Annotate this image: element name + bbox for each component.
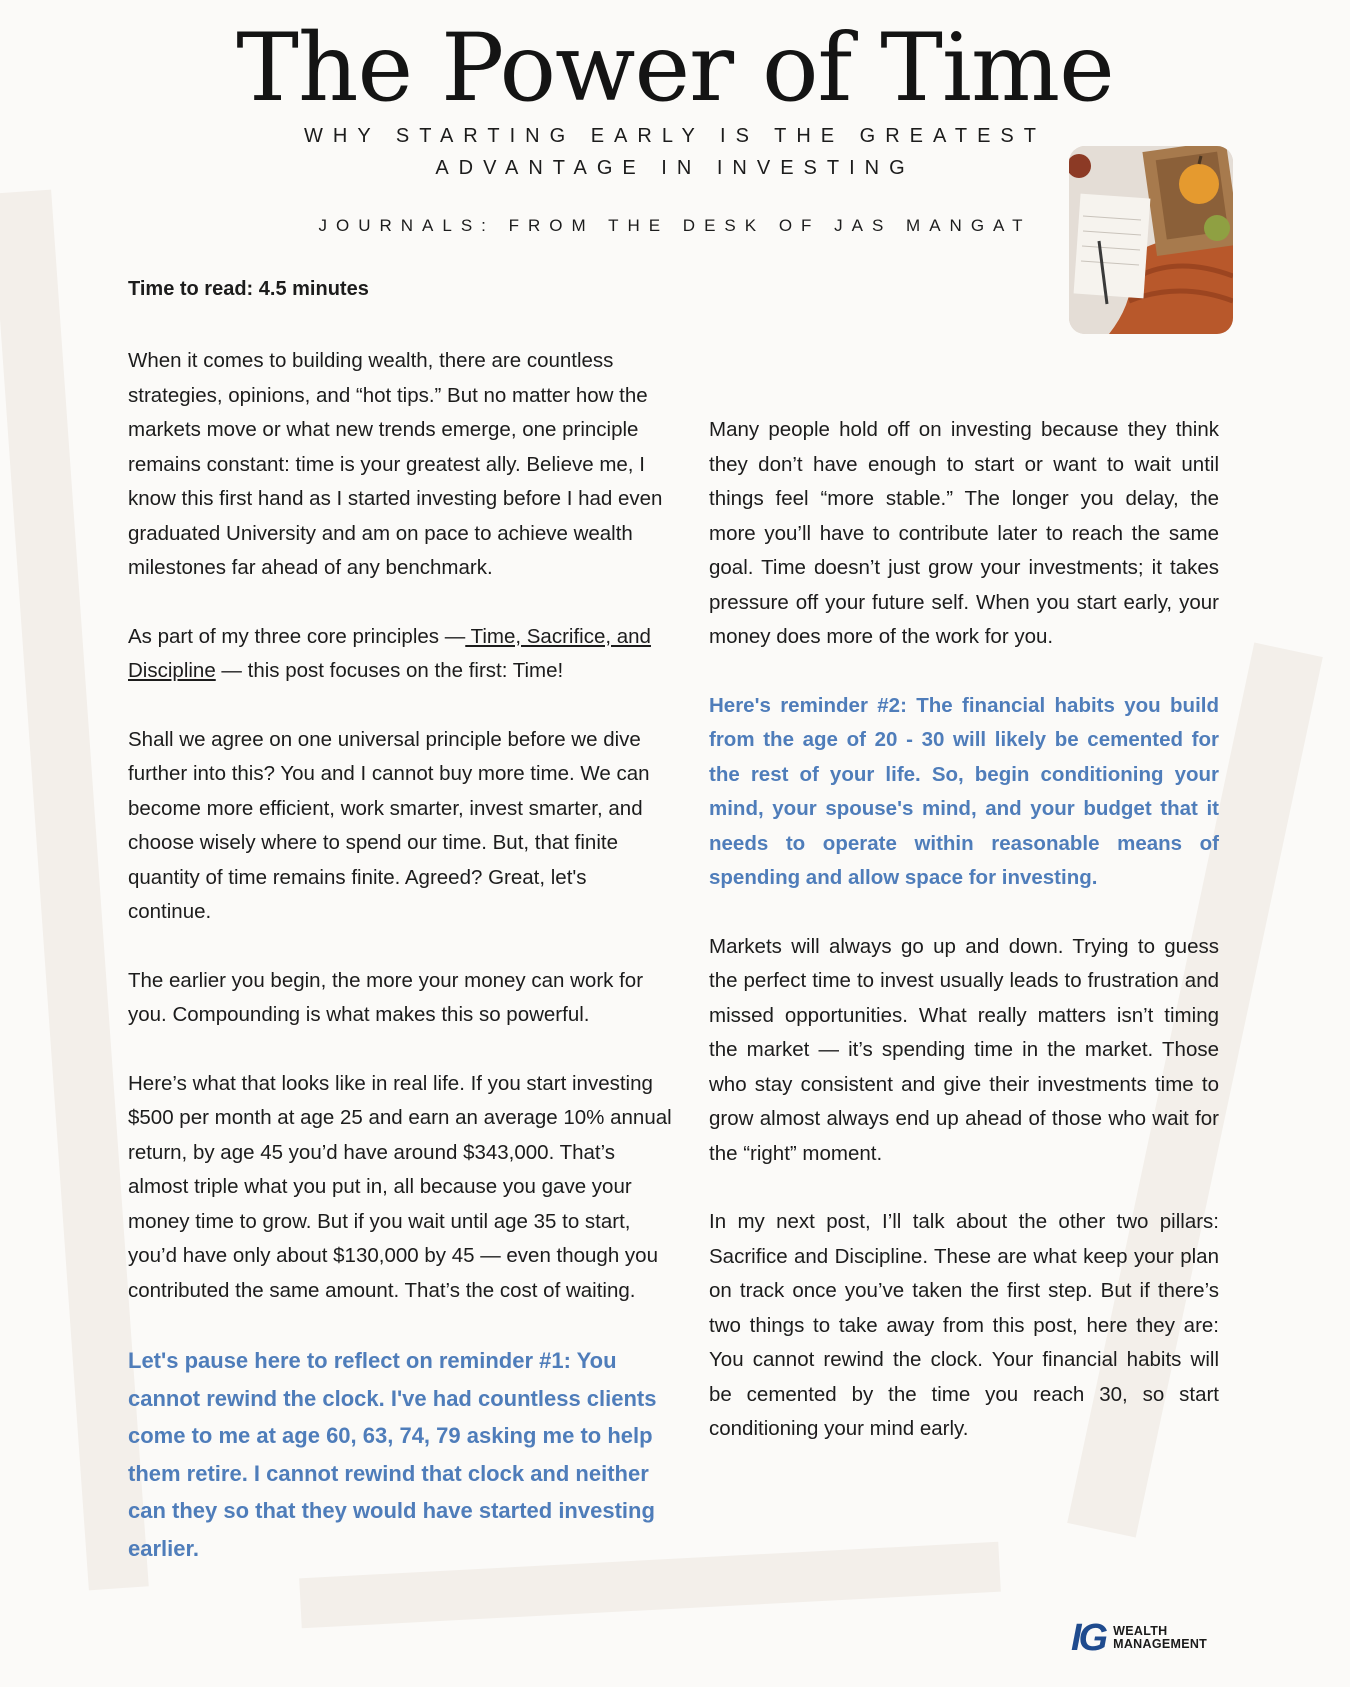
ig-wealth-management-logo bbox=[1071, 1618, 1231, 1658]
paragraph-text: — this post focuses on the first: Time! bbox=[215, 659, 564, 682]
reminder-2: Here's reminder #2: The financial habits you build from the age of 20 - 30 will likely be cemented for the rest of your life. So, begin conditioning your mind, your spouse's mind, and your budget that it needs to operate within reasonable means of spending and allow space for investing. bbox=[709, 693, 1219, 889]
paragraph-text: As part of my three core principles — bbox=[128, 624, 466, 648]
logo-line-1: WEALTH bbox=[1113, 1624, 1168, 1638]
paragraph: Many people hold off on investing because they think they don’t have enough to start or want to wait until things feel “more stable.” The longer you delay, the more you’ll have to contribute later to reach the same goal. Time doesn’t just grow your investments; it takes pressure off your future self. When you start early, your money does more of the work for you. bbox=[709, 418, 1219, 648]
paragraph: When it comes to building wealth, there are countless strategies, opinions, and “hot tips.” But no matter how the markets move or what new trends emerge, one principle remains constant: time is your greatest ally. Believe me, I know this first hand as I started investing before I had even graduated University and am on pace to achieve wealth milestones far ahead of any benchmark. bbox=[128, 349, 663, 579]
reminder-1: Let's pause here to reflect on reminder #1: You cannot rewind the clock. I've had countless clients come to me at age 60, 63, 74, 79 asking me to help them retire. I cannot rewind that clock and neither can they so that they would have started investing earlier. bbox=[128, 1348, 657, 1561]
paragraph: Here’s what that looks like in real life. If you start investing $500 per month at age 25 and earn an average 10% annual return, by age 45 you’d have around $343,000. That’s almost triple what you put in, all because you gave your money time to grow. But if you wait until age 35 to start, you’d have only about $130,000 by 45 — even though you contributed the same amount. That’s the cost of waiting. bbox=[128, 1071, 672, 1302]
journal-photo bbox=[1069, 146, 1233, 334]
byline: JOURNALS: FROM THE DESK OF JAS MANGAT bbox=[318, 216, 1032, 235]
paragraph-principles bbox=[128, 620, 673, 689]
logo-line-2: MANAGEMENT bbox=[1113, 1637, 1208, 1651]
paragraph: The earlier you begin, the more your money can work for you. Compounding is what makes this so powerful. bbox=[128, 968, 644, 1026]
left-column bbox=[128, 344, 673, 1601]
principles-link[interactable]: Time, Sacrifice, and Discipline bbox=[128, 624, 651, 682]
logo-mark: IG bbox=[1071, 1617, 1106, 1659]
right-column bbox=[709, 413, 1219, 1481]
paragraph: In my next post, I’ll talk about the other two pillars: Sacrifice and Discipline. These are what keep your plan on track once you’ve taken the first step. But if there’s two things to take away from this post, here they are: You cannot rewind the clock. Your financial habits will be cemented by the time you reach 30, so start conditioning your mind early. bbox=[709, 1210, 1219, 1440]
paragraph: Shall we agree on one universal principle before we dive further into this? You and I cannot buy more time. We can become more efficient, work smarter, invest smarter, and choose wisely where to spend our time. But, that finite quantity of time remains finite. Agreed? Great, let's continue. bbox=[128, 727, 650, 923]
page-title: The Power of Time bbox=[236, 14, 1114, 123]
page-subtitle: WHY STARTING EARLY IS THE GREATEST ADVANTAGE IN INVESTING bbox=[304, 125, 1046, 179]
logo-text bbox=[1113, 1625, 1207, 1651]
read-time: Time to read: 4.5 minutes bbox=[128, 278, 369, 300]
paragraph: Markets will always go up and down. Trying to guess the perfect time to invest usually leads to frustration and missed opportunities. What really matters isn’t timing the market — it’s spending time in the market. Those who stay consistent and give their investments time to grow almost always end up ahead of those who wait for the “right” moment. bbox=[709, 934, 1219, 1165]
